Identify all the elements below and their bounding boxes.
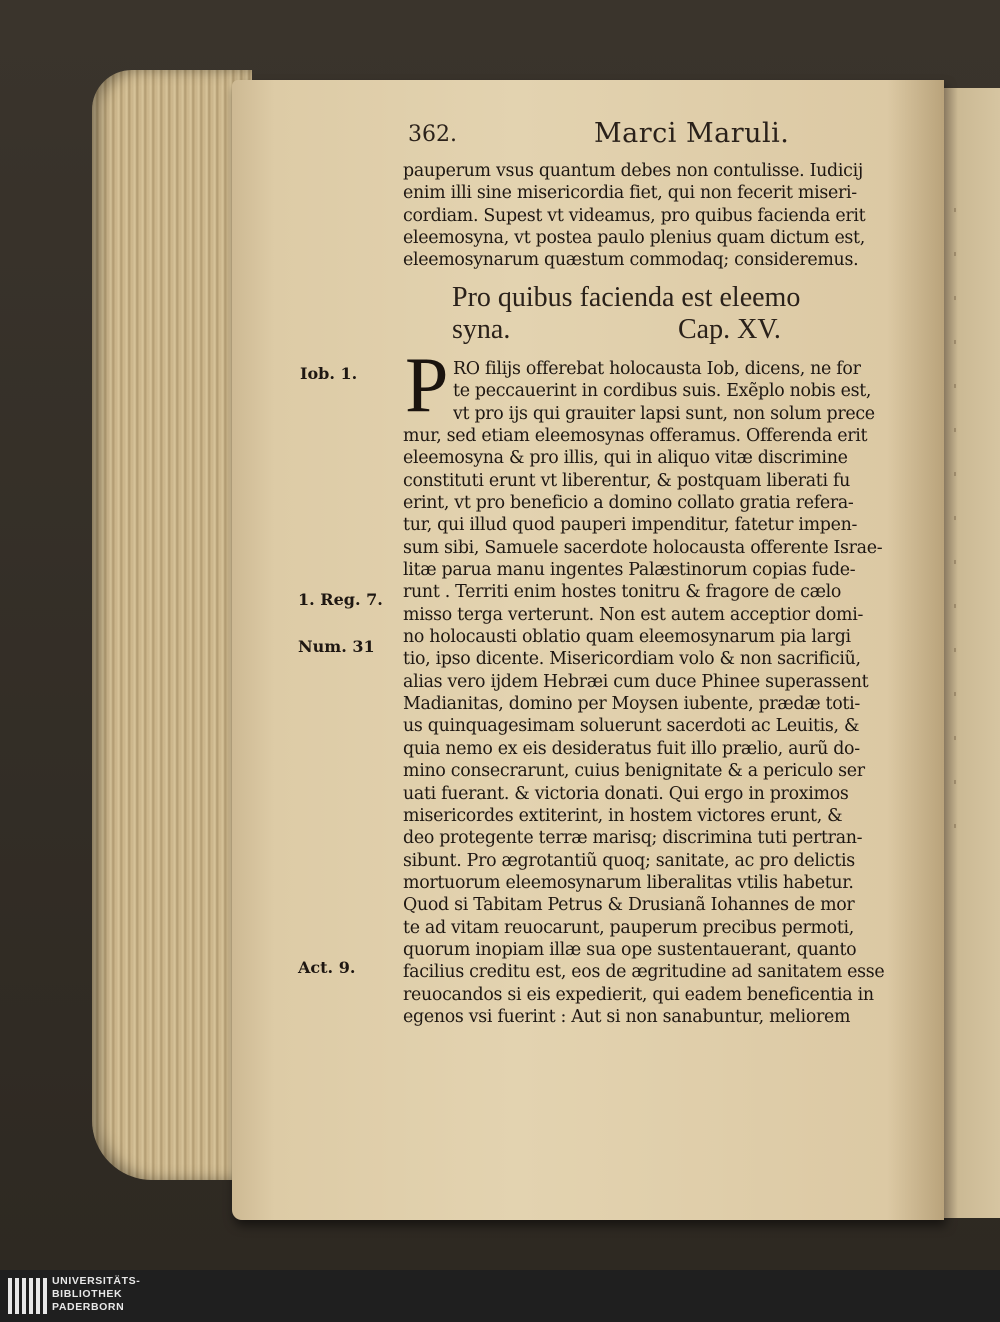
intro-paragraph [403,160,908,272]
text-line: reuocandos si eis expedierit, qui eadem beneficentia in [403,984,874,1005]
text-line: misso terga verterunt. Non est autem acceptior domi- [403,604,864,625]
text-line: egenos vsi fuerint : Aut si non sanabuntur, meliorem [403,1006,851,1027]
library-logo-icon [8,1278,48,1314]
text-line: mino consecrarunt, cuius benignitate & a periculo ser [403,761,865,782]
chapter-heading [452,282,912,346]
right-book-page-edge [944,88,1000,1218]
text-line: mortuorum eleemosynarum liberalitas vtilis habetur. [403,872,854,893]
text-line: mur, sed etiam eleemosynas offeramus. Offerenda erit [403,426,868,446]
margin-note-job: Iob. 1. [300,364,358,383]
text-line: tur, qui illud quod pauperi impenditur, fatetur impen- [403,515,858,536]
text-line: sum sibi, Samuele sacerdote holocausta offerente Israe- [403,537,883,558]
library-logo-text: UNIVERSITÄTS- BIBLIOTHEK PADERBORN [52,1275,141,1313]
text-line: quorum inopiam illæ sua ope sustentauerant, quanto [403,939,857,960]
text-line: quia nemo ex eis desideratus fuit illo prælio, aurũ do- [403,738,860,759]
text-line: litæ parua manu ingentes Palæstinorum copias fude- [403,560,856,581]
text-line: facilius creditu est, eos de ægritudine ad sanitatem esse [403,962,885,983]
text-line: tio, ipso dicente. Misericordiam volo & non sacrificiũ, [403,649,861,670]
running-head [408,118,828,154]
page-number: 362. [408,122,457,147]
running-title: Marci Maruli. [594,118,790,149]
text-line: eleemosyna, vt postea paulo plenius quam dictum est, [403,228,865,249]
margin-note-reg: 1. Reg. 7. [298,590,383,609]
library-footer [0,1270,1000,1322]
text-line: enim illi sine misericordia fiet, qui non fecerit miseri- [403,183,857,204]
text-line: uati fuerant. & victoria donati. Qui ergo in proximos [403,783,849,804]
text-line: us quinquagesimam soluerunt sacerdoti ac Leuitis, & [403,716,860,737]
chapter-body [403,425,908,1028]
text-line: misericordes extiterint, in hostem victores erunt, & [403,805,843,826]
chapter-number: Cap. XV. [678,314,781,345]
drop-capital: P [405,341,449,428]
dropcap-lines [453,358,908,425]
margin-note-act: Act. 9. [298,958,356,977]
text-line: te ad vitam reuocarunt, pauperum precibus permoti, [403,917,854,938]
text-line: sibunt. Pro ægrotantiũ quoq; sanitate, ac pro delictis [403,850,855,871]
text-line: Madianitas, domino per Moysen iubente, prædæ toti- [403,694,860,715]
text-line: no holocausti oblatio quam eleemosynarum pia largi [403,627,851,648]
text-line: RO filijs offerebat holocausta Iob, dicens, ne for [453,359,861,379]
margin-note-num: Num. 31 [298,637,375,656]
text-line: erint, vt pro beneficio a domino collato gratia refera- [403,493,854,514]
chapter-title-line-2: syna. [452,314,511,345]
text-line: te peccauerint in cordibus suis. Exẽplo nobis est, [453,381,872,402]
text-line: Quod si Tabitam Petrus & Drusianã Iohannes de mor [403,895,855,916]
text-line: eleemosynarum quæstum commodaq; consideremus. [403,250,859,271]
book-fore-edge [92,70,252,1180]
text-line: eleemosyna & pro illis, qui in aliquo vitæ discrimine [403,448,848,469]
text-line: pauperum vsus quantum debes non contulisse. Iudicij [403,161,863,181]
text-line: runt . Territi enim hostes tonitru & fragore de cælo [403,582,842,603]
text-line: alias vero ijdem Hebræi cum duce Phinee superassent [403,671,869,692]
text-line: vt pro ijs qui grauiter lapsi sunt, non solum prece [453,403,875,424]
text-line: constituti erunt vt liberentur, & postquam liberati fu [403,470,851,491]
text-line: cordiam. Supest vt videamus, pro quibus facienda erit [403,205,866,226]
text-line: deo protegente terræ marisq; discrimina tuti pertran- [403,828,863,849]
chapter-title-line-1: Pro quibus facienda est eleemo [452,282,801,313]
